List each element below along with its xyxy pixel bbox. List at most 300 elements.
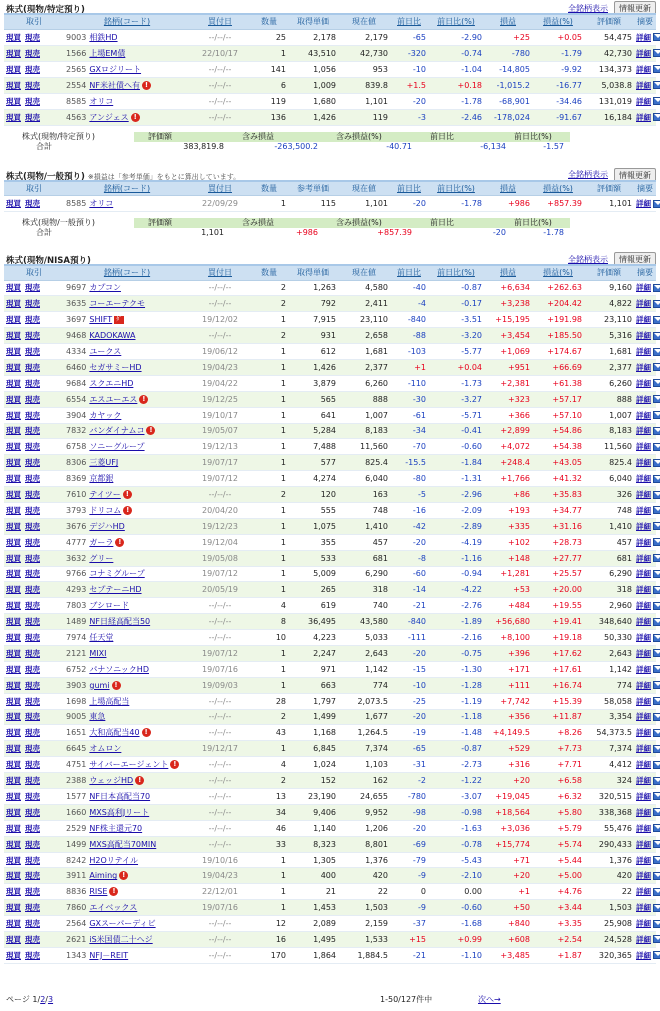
detail-link[interactable]: 詳細 — [636, 791, 651, 801]
buy-link[interactable]: 現買 — [6, 664, 21, 674]
detail-link[interactable]: 詳細 — [636, 934, 651, 944]
stock-name-link[interactable]: バンダイナムコ — [89, 426, 145, 436]
buy-link[interactable]: 現買 — [6, 505, 21, 515]
buy-link[interactable]: 現買 — [6, 521, 21, 531]
detail-link[interactable]: 詳細 — [636, 315, 651, 325]
stock-name-link[interactable]: セプテーニHD — [89, 585, 142, 595]
detail-link[interactable]: 詳細 — [636, 664, 651, 674]
mail-icon[interactable] — [653, 840, 660, 848]
buy-link[interactable]: 現買 — [6, 32, 21, 42]
buy-link[interactable]: 現買 — [6, 823, 21, 833]
buy-link[interactable]: 現買 — [6, 791, 21, 801]
pager-page-3[interactable]: 3 — [47, 995, 54, 1004]
buy-link[interactable]: 現買 — [6, 919, 21, 929]
detail-link[interactable]: 詳細 — [636, 903, 651, 913]
buy-link[interactable]: 現買 — [6, 569, 21, 579]
mail-icon[interactable] — [653, 761, 660, 769]
mail-icon[interactable] — [653, 379, 660, 387]
sell-link[interactable]: 現売 — [25, 64, 40, 74]
mail-icon[interactable] — [653, 395, 660, 403]
stock-name-link[interactable]: オリコ — [89, 96, 114, 106]
info-icon[interactable]: ! — [135, 776, 144, 785]
stock-name-link[interactable]: コナミグループ — [89, 569, 145, 579]
stock-name-link[interactable]: NFJ－REIT — [89, 950, 129, 960]
detail-link[interactable]: 詳細 — [636, 80, 651, 90]
stock-name-link[interactable]: MXS高利Jリート — [89, 807, 150, 817]
buy-link[interactable]: 現買 — [6, 807, 21, 817]
detail-link[interactable]: 詳細 — [636, 299, 651, 309]
mail-icon[interactable] — [653, 602, 660, 610]
stock-name-link[interactable]: NF株主還元70 — [89, 823, 143, 833]
col-code-name[interactable]: 銘柄(コード) — [64, 15, 190, 29]
detail-link[interactable]: 詳細 — [636, 32, 651, 42]
stock-name-link[interactable]: カプコン — [89, 283, 121, 293]
refresh-button[interactable]: 情報更新 — [614, 168, 656, 182]
sell-link[interactable]: 現売 — [25, 199, 40, 208]
buy-link[interactable]: 現買 — [6, 887, 21, 897]
info-icon[interactable]: ! — [146, 426, 155, 435]
stock-name-link[interactable]: 上場高配当 — [89, 696, 130, 706]
sell-link[interactable]: 現売 — [25, 855, 40, 865]
cost: 619 — [288, 598, 338, 614]
buy-link[interactable]: 現買 — [6, 744, 21, 754]
sell-link[interactable]: 現売 — [25, 362, 40, 372]
mail-icon[interactable] — [653, 443, 660, 451]
mail-icon[interactable] — [653, 522, 660, 530]
sell-link[interactable]: 現売 — [25, 760, 40, 770]
stock-name-link[interactable]: 相鉄HD — [89, 32, 118, 42]
quantity: 4 — [250, 757, 288, 773]
show-all-link[interactable]: 全銘柄表示 — [568, 170, 608, 179]
buy-link[interactable]: 現買 — [6, 458, 21, 468]
col-buy-date[interactable]: 買付日 — [190, 182, 250, 196]
buy-link[interactable]: 現買 — [6, 299, 21, 309]
detail-link[interactable]: 詳細 — [636, 760, 651, 770]
buy-link[interactable]: 現買 — [6, 839, 21, 849]
stock-name-link[interactable]: iS米国債二十ヘジ — [89, 934, 153, 944]
mail-icon[interactable] — [653, 872, 660, 880]
mail-icon[interactable] — [653, 649, 660, 657]
change-pct: +0.18 — [428, 77, 484, 93]
mail-icon[interactable] — [653, 316, 660, 324]
sell-link[interactable]: 現売 — [25, 950, 40, 960]
sell-link[interactable]: 現売 — [25, 458, 40, 468]
sell-link[interactable]: 現売 — [25, 32, 40, 42]
stock-name-link[interactable]: スクエニHD — [89, 378, 134, 388]
col-pl-pct[interactable]: 損益(%) — [532, 266, 584, 280]
profit-loss-pct: +1.87 — [532, 947, 584, 963]
sell-link[interactable]: 現売 — [25, 569, 40, 579]
buy-link[interactable]: 現買 — [6, 728, 21, 738]
detail-link[interactable]: 詳細 — [636, 585, 651, 595]
detail-link[interactable]: 詳細 — [636, 696, 651, 706]
sell-link[interactable]: 現売 — [25, 474, 40, 484]
buy-link[interactable]: 現買 — [6, 696, 21, 706]
mail-icon[interactable] — [653, 33, 660, 41]
sell-link[interactable]: 現売 — [25, 934, 40, 944]
mail-icon[interactable] — [653, 713, 660, 721]
buy-link[interactable]: 現買 — [6, 394, 21, 404]
buy-link[interactable]: 現買 — [6, 283, 21, 293]
cost: 1,797 — [288, 693, 338, 709]
col-pl[interactable]: 損益 — [484, 15, 532, 29]
stock-name-link[interactable]: ガーラ — [89, 537, 114, 547]
stock-name-link[interactable]: NF米社債へ有 — [89, 80, 140, 90]
buy-link[interactable]: 現買 — [6, 315, 21, 325]
mail-icon[interactable] — [653, 411, 660, 419]
mail-icon[interactable] — [653, 808, 660, 816]
sell-link[interactable]: 現売 — [25, 776, 40, 786]
detail-link[interactable]: 詳細 — [636, 331, 651, 341]
col-buy-date[interactable]: 買付日 — [190, 266, 250, 280]
mail-icon[interactable] — [653, 459, 660, 467]
stock-name-link[interactable]: GXスーパーディビ — [89, 919, 156, 929]
info-icon[interactable]: ! — [142, 728, 151, 737]
mail-icon[interactable] — [653, 427, 660, 435]
stock-name-link[interactable]: 上場EM債 — [89, 48, 126, 58]
sell-link[interactable]: 現売 — [25, 48, 40, 58]
show-all-link[interactable]: 全銘柄表示 — [568, 3, 608, 13]
sell-link[interactable]: 現売 — [25, 823, 40, 833]
detail-link[interactable]: 詳細 — [636, 807, 651, 817]
stock-name-link[interactable]: KADOKAWA — [89, 331, 136, 341]
sell-link[interactable]: 現売 — [25, 96, 40, 106]
col-change-pct[interactable]: 前日比(%) — [428, 182, 484, 196]
stock-name-link[interactable]: 三菱UFJ — [89, 458, 119, 468]
info-icon[interactable]: ! — [170, 760, 179, 769]
buy-link[interactable]: 現買 — [6, 537, 21, 547]
buy-link[interactable]: 現買 — [6, 48, 21, 58]
detail-link[interactable]: 詳細 — [636, 950, 651, 960]
stock-name-link[interactable]: gumi — [89, 680, 110, 690]
sell-link[interactable]: 現売 — [25, 696, 40, 706]
detail-link[interactable]: 詳細 — [636, 521, 651, 531]
sell-link[interactable]: 現売 — [25, 728, 40, 738]
mail-icon[interactable] — [653, 49, 660, 57]
buy-link[interactable]: 現買 — [6, 903, 21, 913]
mail-icon[interactable] — [653, 824, 660, 832]
pager-next-link[interactable]: 次へ→ — [478, 995, 501, 1004]
stock-name-link[interactable]: グリー — [89, 553, 114, 563]
detail-link[interactable]: 詳細 — [636, 347, 651, 356]
stock-name-link[interactable]: テイツー — [89, 490, 121, 500]
stock-name-link[interactable]: エスユーエス — [89, 394, 138, 404]
stock-name-link[interactable]: デジハHD — [89, 521, 125, 531]
buy-link[interactable]: 現買 — [6, 96, 21, 106]
sell-link[interactable]: 現売 — [25, 807, 40, 817]
detail-link[interactable]: 詳細 — [636, 887, 651, 897]
buy-link[interactable]: 現買 — [6, 855, 21, 865]
detail-link[interactable]: 詳細 — [636, 48, 651, 58]
detail-link[interactable]: 詳細 — [636, 96, 651, 106]
buy-link[interactable]: 現買 — [6, 426, 21, 436]
sell-link[interactable]: 現売 — [25, 490, 40, 500]
detail-link[interactable]: 詳細 — [636, 283, 651, 293]
mail-icon[interactable] — [653, 113, 660, 121]
sell-link[interactable]: 現売 — [25, 505, 40, 515]
stock-name-link[interactable]: サイバーエージェント — [89, 760, 169, 770]
stock-name-link[interactable]: RISE — [89, 887, 108, 897]
sell-link[interactable]: 現売 — [25, 299, 40, 309]
col-pl-pct[interactable]: 損益(%) — [532, 182, 584, 196]
sell-link[interactable]: 現売 — [25, 680, 40, 690]
info-icon[interactable]: ! — [139, 395, 148, 404]
sell-link[interactable]: 現売 — [25, 633, 40, 643]
mail-icon[interactable] — [653, 729, 660, 737]
col-change[interactable]: 前日比 — [390, 182, 428, 196]
detail-link[interactable]: 詳細 — [636, 680, 651, 690]
stock-name-link[interactable]: エイベックス — [89, 903, 138, 913]
col-change-pct[interactable]: 前日比(%) — [428, 15, 484, 29]
stock-name-link[interactable]: オムロン — [89, 744, 122, 754]
stock-name-link[interactable]: GXロジリート — [89, 64, 142, 74]
sell-link[interactable]: 現売 — [25, 394, 40, 404]
buy-link[interactable]: 現買 — [6, 442, 21, 452]
mail-icon[interactable] — [653, 856, 660, 864]
detail-link[interactable]: 詳細 — [636, 426, 651, 436]
buy-link[interactable]: 現買 — [6, 760, 21, 770]
sell-link[interactable]: 現売 — [25, 744, 40, 754]
pager-page-2[interactable]: 2 — [40, 995, 46, 1004]
detail-link[interactable]: 詳細 — [636, 617, 651, 627]
mail-icon[interactable] — [653, 506, 660, 514]
buy-link[interactable]: 現買 — [6, 633, 21, 643]
detail-link[interactable]: 詳細 — [636, 537, 651, 547]
buy-link[interactable]: 現買 — [6, 362, 21, 372]
stock-name-link[interactable]: MXS高配当70MIN — [89, 839, 157, 849]
detail-link[interactable]: 詳細 — [636, 442, 651, 452]
refresh-button[interactable]: 情報更新 — [614, 252, 656, 266]
col-change-pct[interactable]: 前日比(%) — [428, 266, 484, 280]
mail-icon[interactable] — [653, 904, 660, 912]
mail-icon[interactable] — [653, 681, 660, 689]
stock-name-link[interactable]: オリコ — [89, 199, 114, 208]
col-code-name[interactable]: 銘柄(コード) — [64, 182, 190, 196]
buy-link[interactable]: 現買 — [6, 585, 21, 595]
sell-link[interactable]: 現売 — [25, 315, 40, 325]
stock-name-link[interactable]: ドリコム — [89, 505, 122, 515]
mail-icon[interactable] — [653, 65, 660, 73]
col-pl-pct[interactable]: 損益(%) — [532, 15, 584, 29]
show-all-link[interactable]: 全銘柄表示 — [568, 254, 608, 264]
stock-name-link[interactable]: MIXI — [89, 648, 107, 658]
mail-icon[interactable] — [653, 586, 660, 594]
buy-link[interactable]: 現買 — [6, 347, 21, 356]
mail-icon[interactable] — [653, 332, 660, 340]
detail-link[interactable]: 詳細 — [636, 410, 651, 420]
stock-name-link[interactable]: ソニーグループ — [89, 442, 145, 452]
buy-link[interactable]: 現買 — [6, 950, 21, 960]
mail-icon[interactable] — [653, 81, 660, 89]
info-icon[interactable]: ! — [119, 871, 128, 880]
sell-link[interactable]: 現売 — [25, 839, 40, 849]
refresh-button[interactable]: 情報更新 — [614, 1, 656, 15]
stock-name-link[interactable]: 京都銀 — [89, 474, 114, 484]
buy-link[interactable]: 現買 — [6, 112, 21, 122]
buy-link[interactable]: 現買 — [6, 378, 21, 388]
sell-link[interactable]: 現売 — [25, 112, 40, 122]
detail-link[interactable]: 詳細 — [636, 474, 651, 484]
mail-icon[interactable] — [653, 200, 660, 208]
detail-link[interactable]: 詳細 — [636, 871, 651, 881]
buy-link[interactable]: 現買 — [6, 331, 21, 341]
detail-link[interactable]: 詳細 — [636, 648, 651, 658]
stock-name-link[interactable]: セガサミーHD — [89, 362, 142, 372]
stock-name-link[interactable]: 大和高配当40 — [89, 728, 140, 738]
mail-icon[interactable] — [653, 951, 660, 959]
stock-name-link[interactable]: 任天堂 — [89, 633, 114, 643]
buy-link[interactable]: 現買 — [6, 490, 21, 500]
stock-name-link[interactable]: アンジェス — [89, 112, 129, 122]
sell-link[interactable]: 現売 — [25, 601, 40, 611]
info-icon[interactable]: ! — [109, 887, 118, 896]
stock-name-link[interactable]: SHIFT — [89, 315, 113, 325]
stock-name-link[interactable]: カヤック — [89, 410, 122, 420]
mail-icon[interactable] — [653, 745, 660, 753]
mail-icon[interactable] — [653, 618, 660, 626]
mail-icon[interactable] — [653, 792, 660, 800]
stock-name-link[interactable]: Aiming — [89, 871, 118, 881]
buy-link[interactable]: 現買 — [6, 410, 21, 420]
mail-icon[interactable] — [653, 920, 660, 928]
buy-link[interactable]: 現買 — [6, 934, 21, 944]
sell-link[interactable]: 現売 — [25, 919, 40, 929]
col-code-name[interactable]: 銘柄(コード) — [64, 266, 190, 280]
stock-name-link[interactable]: NF日経高配当50 — [89, 617, 151, 627]
info-icon[interactable]: ! — [115, 538, 124, 547]
stock-name-link[interactable]: NF日本高配当70 — [89, 791, 151, 801]
sell-link[interactable]: 現売 — [25, 283, 40, 293]
buy-link[interactable]: 現買 — [6, 776, 21, 786]
detail-link[interactable]: 詳細 — [636, 744, 651, 754]
buy-link[interactable]: 現買 — [6, 64, 21, 74]
sell-link[interactable]: 現売 — [25, 331, 40, 341]
mail-icon[interactable] — [653, 888, 660, 896]
sell-link[interactable]: 現売 — [25, 648, 40, 658]
col-change[interactable]: 前日比 — [390, 15, 428, 29]
sell-link[interactable]: 現売 — [25, 378, 40, 388]
buy-link[interactable]: 現買 — [6, 680, 21, 690]
mail-icon[interactable] — [653, 538, 660, 546]
col-change[interactable]: 前日比 — [390, 266, 428, 280]
sell-link[interactable]: 現売 — [25, 871, 40, 881]
buy-link[interactable]: 現買 — [6, 871, 21, 881]
detail-link[interactable]: 詳細 — [636, 112, 651, 122]
sell-link[interactable]: 現売 — [25, 347, 40, 356]
sell-link[interactable]: 現売 — [25, 791, 40, 801]
buy-link[interactable]: 現買 — [6, 474, 21, 484]
mail-icon[interactable] — [653, 348, 660, 356]
detail-link[interactable]: 詳細 — [636, 855, 651, 865]
mail-icon[interactable] — [653, 363, 660, 371]
profit-loss-pct: +25.57 — [532, 566, 584, 582]
mail-icon[interactable] — [653, 554, 660, 562]
detail-link[interactable]: 詳細 — [636, 633, 651, 643]
mail-icon[interactable] — [653, 777, 660, 785]
detail-link[interactable]: 詳細 — [636, 553, 651, 563]
detail-link[interactable]: 詳細 — [636, 490, 651, 500]
detail-link[interactable]: 詳細 — [636, 362, 651, 372]
col-pl[interactable]: 損益 — [484, 266, 532, 280]
price: 1,681 — [338, 344, 390, 360]
sell-link[interactable]: 現売 — [25, 712, 40, 722]
stock-name-link[interactable]: コーエーテクモ — [89, 299, 146, 309]
sell-link[interactable]: 現売 — [25, 585, 40, 595]
sell-link[interactable]: 現売 — [25, 80, 40, 90]
stock-name-link[interactable]: ブシロード — [89, 601, 130, 611]
mail-icon[interactable] — [653, 284, 660, 292]
info-icon[interactable]: ! — [131, 113, 140, 122]
info-icon[interactable]: ! — [142, 81, 151, 90]
buy-link[interactable]: 現買 — [6, 601, 21, 611]
mail-icon[interactable] — [653, 97, 660, 105]
col-buy-date[interactable]: 買付日 — [190, 15, 250, 29]
sell-link[interactable]: 現売 — [25, 553, 40, 563]
detail-link[interactable]: 詳細 — [636, 64, 651, 74]
buy-link[interactable]: 現買 — [6, 553, 21, 563]
detail-link[interactable]: 詳細 — [636, 823, 651, 833]
detail-link[interactable]: 詳細 — [636, 728, 651, 738]
mail-icon[interactable] — [653, 665, 660, 673]
price: 953 — [338, 61, 390, 77]
sell-link[interactable]: 現売 — [25, 410, 40, 420]
mail-icon[interactable] — [653, 570, 660, 578]
stock-name-link[interactable]: 東急 — [89, 712, 106, 722]
buy-link[interactable]: 現買 — [6, 712, 21, 722]
detail-link[interactable]: 詳細 — [636, 839, 651, 849]
buy-link[interactable]: 現買 — [6, 199, 21, 208]
sell-link[interactable]: 現売 — [25, 887, 40, 897]
detail-link[interactable]: 詳細 — [636, 919, 651, 929]
info-icon[interactable]: ! — [123, 490, 132, 499]
buy-date: --/--/-- — [190, 487, 250, 503]
detail-link[interactable]: 詳細 — [636, 394, 651, 404]
sell-link[interactable]: 現売 — [25, 537, 40, 547]
detail-link[interactable]: 詳細 — [636, 458, 651, 468]
detail-link[interactable]: 詳細 — [636, 601, 651, 611]
detail-link[interactable]: 詳細 — [636, 776, 651, 786]
mail-icon[interactable] — [653, 300, 660, 308]
mail-icon[interactable] — [653, 935, 660, 943]
stock-name-link[interactable]: H2Oリテイル — [89, 855, 139, 865]
mail-icon[interactable] — [653, 475, 660, 483]
info-icon[interactable]: ! — [123, 506, 132, 515]
detail-link[interactable]: 詳細 — [636, 712, 651, 722]
mail-icon[interactable] — [653, 634, 660, 642]
info-icon[interactable]: ! — [112, 681, 121, 690]
sell-link[interactable]: 現売 — [25, 442, 40, 452]
buy-link[interactable]: 現買 — [6, 648, 21, 658]
sell-link[interactable]: 現売 — [25, 521, 40, 531]
stock-name-link[interactable]: ウェッジHD — [89, 776, 134, 786]
sell-link[interactable]: 現売 — [25, 617, 40, 627]
detail-link[interactable]: 詳細 — [636, 199, 651, 208]
stock-name-link[interactable]: ユークス — [89, 347, 122, 356]
col-pl[interactable]: 損益 — [484, 182, 532, 196]
detail-link[interactable]: 詳細 — [636, 378, 651, 388]
profit-loss: +15,774 — [484, 836, 532, 852]
detail-link[interactable]: 詳細 — [636, 569, 651, 579]
sell-link[interactable]: 現売 — [25, 426, 40, 436]
buy-link[interactable]: 現買 — [6, 80, 21, 90]
sell-link[interactable]: 現売 — [25, 903, 40, 913]
sell-link[interactable]: 現売 — [25, 664, 40, 674]
stock-name-link[interactable]: パナソニックHD — [89, 664, 149, 674]
buy-link[interactable]: 現買 — [6, 617, 21, 627]
detail-link[interactable]: 詳細 — [636, 505, 651, 515]
mail-icon[interactable] — [653, 491, 660, 499]
mail-icon[interactable] — [653, 697, 660, 705]
